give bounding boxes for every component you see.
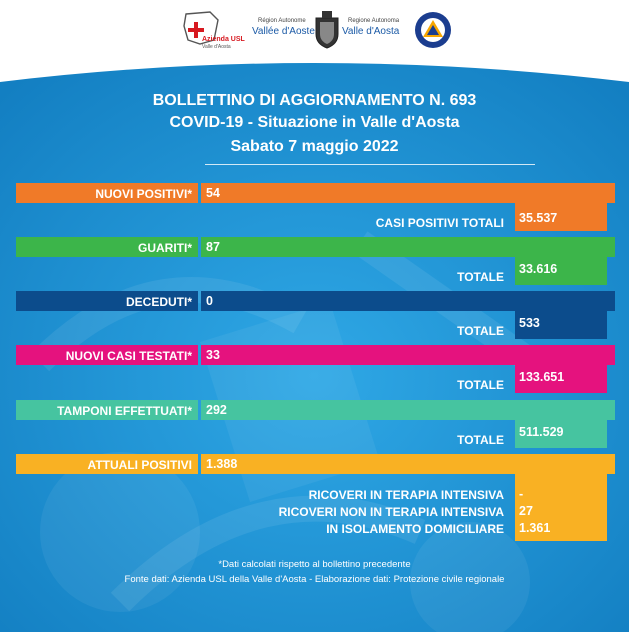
total-value: 133.651 bbox=[519, 370, 565, 384]
detail-label-intensiva: RICOVERI IN TERAPIA INTENSIVA bbox=[308, 488, 504, 502]
row-label: NUOVI POSITIVI* bbox=[95, 187, 192, 201]
region-logo-fr-top: Région Autonome bbox=[258, 18, 306, 24]
row-label: GUARITI* bbox=[138, 241, 192, 255]
total-value: 35.537 bbox=[519, 211, 558, 225]
coat-of-arms-icon bbox=[314, 10, 340, 50]
row-value: 87 bbox=[206, 240, 220, 254]
detail-label-non-intensiva: RICOVERI NON IN TERAPIA INTENSIVA bbox=[278, 505, 504, 519]
bulletin-subtitle: COVID-19 - Situazione in Valle d'Aosta bbox=[169, 114, 460, 131]
region-logo-fr-bottom: Vallée d'Aoste bbox=[252, 26, 315, 37]
total-label: TOTALE bbox=[457, 270, 504, 284]
usl-logo-text: Azienda USL bbox=[202, 36, 245, 43]
value-bar bbox=[201, 400, 615, 420]
region-logo-it bbox=[342, 18, 402, 44]
row-value: 292 bbox=[206, 403, 227, 417]
row-label: NUOVI CASI TESTATI* bbox=[65, 349, 192, 363]
value-bar bbox=[201, 183, 615, 203]
usl-logo bbox=[180, 10, 245, 52]
data-source: Fonte dati: Azienda USL della Valle d'Aosta - Elaborazione dati: Protezione civile regionale bbox=[124, 574, 505, 585]
row-value: 33 bbox=[206, 348, 220, 362]
total-value: 33.616 bbox=[519, 262, 558, 276]
region-logo-it-bottom: Valle d'Aosta bbox=[342, 26, 400, 37]
row-label: TAMPONI EFFETTUATI* bbox=[57, 404, 192, 418]
civil-protection-icon bbox=[413, 10, 453, 50]
detail-value-intensiva: - bbox=[519, 487, 524, 501]
title-divider bbox=[205, 164, 535, 165]
region-logo-it-top: Regione Autonoma bbox=[348, 18, 400, 24]
value-bar bbox=[201, 345, 615, 365]
logo-header bbox=[0, 0, 629, 62]
row-value: 54 bbox=[206, 186, 220, 200]
value-bar bbox=[201, 237, 615, 257]
value-bar bbox=[201, 454, 615, 474]
total-label: TOTALE bbox=[457, 378, 504, 392]
value-bar bbox=[201, 291, 615, 311]
region-logo-fr bbox=[252, 18, 315, 44]
detail-label-isolamento: IN ISOLAMENTO DOMICILIARE bbox=[326, 522, 504, 536]
detail-value-isolamento: 1.361 bbox=[519, 521, 551, 535]
total-label: TOTALE bbox=[457, 324, 504, 338]
total-value: 511.529 bbox=[519, 425, 564, 439]
bulletin-title: BOLLETTINO DI AGGIORNAMENTO N. 693 bbox=[152, 92, 477, 109]
bulletin-date: Sabato 7 maggio 2022 bbox=[230, 138, 399, 155]
footnote: *Dati calcolati rispetto al bollettino precedente bbox=[218, 559, 411, 570]
row-value: 0 bbox=[206, 294, 213, 308]
total-label: TOTALE bbox=[457, 433, 504, 447]
row-label: ATTUALI POSITIVI bbox=[87, 458, 192, 472]
row-value: 1.388 bbox=[206, 457, 238, 471]
total-label: CASI POSITIVI TOTALI bbox=[375, 216, 504, 230]
usl-logo-subtext: Valle d'Aosta bbox=[202, 44, 231, 50]
total-value: 533 bbox=[519, 316, 540, 330]
detail-value-non-intensiva: 27 bbox=[519, 504, 533, 518]
row-label: DECEDUTI* bbox=[125, 295, 192, 309]
